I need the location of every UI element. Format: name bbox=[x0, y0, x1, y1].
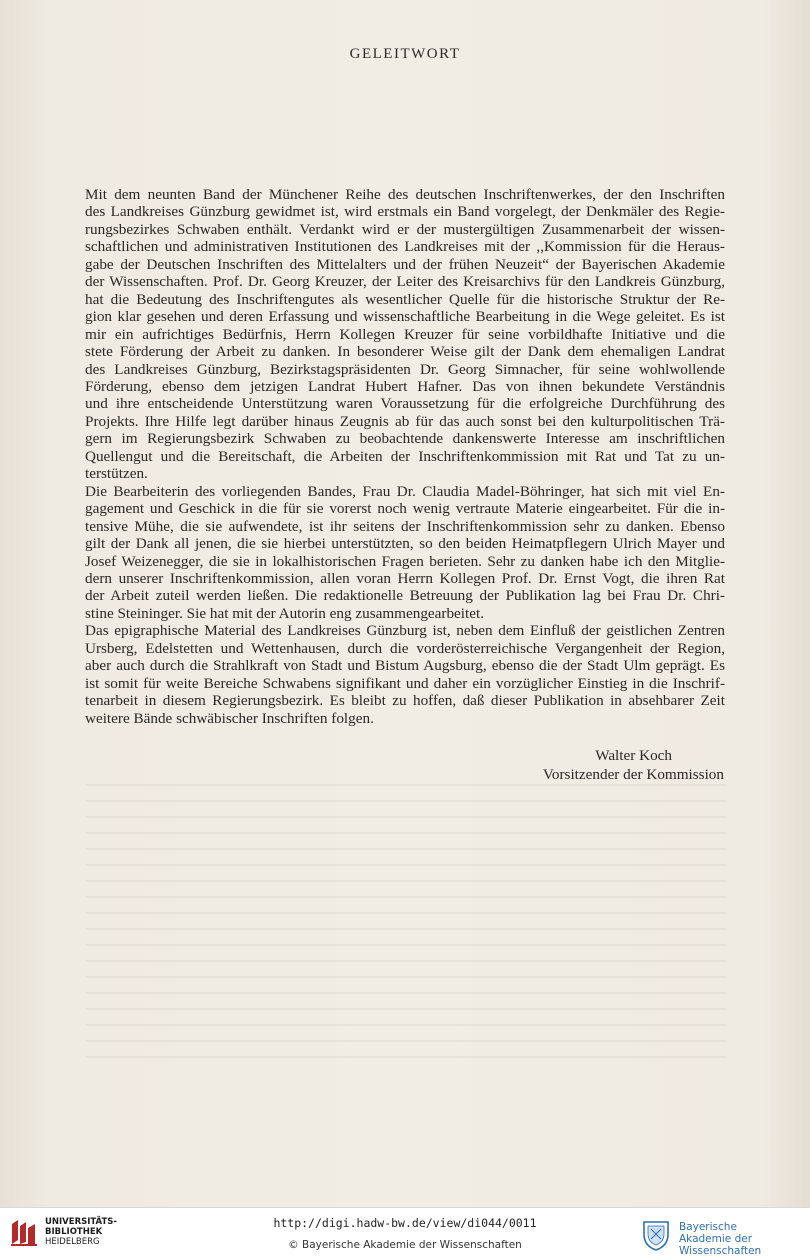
text-line: terstützen. bbox=[85, 465, 148, 483]
academy-crest-icon[interactable] bbox=[638, 1216, 674, 1252]
text-line: mir ein aufrichtiges Bedürfnis, Herrn Kollegen Kreuzer für seine vorbildhafte Initiative und die bbox=[85, 325, 725, 343]
text-line: stine Steininger. Sie hat mit der Autorin eng zusammengearbeitet. bbox=[85, 604, 484, 622]
text-line: tensive Mühe, die sie aufwendete, ist ihr seitens der Inschriftenkommission sehr zu danken. Ebenso bbox=[85, 517, 725, 535]
copyright-notice: © Bayerische Akademie der Wissenschaften bbox=[288, 1239, 522, 1251]
text-line: Projekts. Ihre Hilfe legt darüber hinaus Zeugnis ab für das auch sonst bei den kulturpolitischen Trä- bbox=[85, 412, 725, 430]
text-line: des Landkreises Günzburg, Bezirkstagspräsidenten Dr. Georg Simnacher, für seine wohlwollende bbox=[85, 360, 725, 378]
permalink-url[interactable]: http://digi.hadw-bw.de/view/di044/0011 bbox=[273, 1216, 537, 1230]
text-line: der Arbeit zuteil werden ließen. Die redaktionelle Betreuung der Publikation lag bei Frau Dr. Chri- bbox=[85, 587, 725, 605]
text-line: gern im Regierungsbezirk Schwaben zu beobachtende dankenswerte Interesse am inschriftlichen bbox=[85, 430, 725, 448]
text-line: des Landkreises Günzburg gewidmet ist, wird erstmals ein Band vorgelegt, der Denkmäler des Regie- bbox=[85, 203, 725, 221]
text-line: hat die Bedeutung des Inschriftengutes als wesentlicher Quelle für die historische Struktur der Re- bbox=[85, 290, 725, 308]
text-line: ist somit für weite Bereiche Schwabens signifikant und daher ein vorzüglicher Einstieg in die Inschrif- bbox=[85, 674, 725, 692]
academy-name[interactable] bbox=[679, 1221, 810, 1257]
text-line: Josef Weizenegger, die sie in lokalhistorischen Fragen berieten. Sehr zu danken habe ich den Mitglie- bbox=[85, 552, 725, 570]
show-through-text bbox=[86, 770, 726, 1100]
page-heading: GELEITWORT bbox=[349, 46, 461, 62]
viewer-footer bbox=[0, 1207, 810, 1259]
text-line: gabe der Deutschen Inschriften des Mittelalters und der frühen Neuzeit“ der Bayerischen Akademie bbox=[85, 255, 725, 273]
text-line: und ihre entscheidende Unterstützung waren Voraussetzung für die erfolgreiche Durchführung des bbox=[85, 395, 725, 413]
text-line: aber auch durch die Strahlkraft von Stadt und Bistum Augsburg, ebenso die der Stadt Ulm geprägt. Es bbox=[85, 657, 725, 675]
text-line: schaftlichen und administrativen Institutionen des Landkreises mit der ,,Kommission für die Heraus- bbox=[85, 238, 725, 256]
text-line: gilt der Dank all jenen, die sie hierbei unterstützten, so den beiden Heimatpflegern Ulrich Mayer und bbox=[85, 535, 725, 553]
signature-title: Vorsitzender der Kommission bbox=[542, 766, 724, 783]
text-line: Ursberg, Edelstetten und Wettenhausen, durch die vorderösterreichische Vergangenheit der Region, bbox=[85, 639, 725, 657]
text-line: Das epigraphische Material des Landkreises Günzburg ist, neben dem Einfluß der geistlichen Zentren bbox=[85, 622, 725, 640]
text-line: stete Förderung der Arbeit zu danken. In besonderer Weise gilt der Dank dem ehemaligen Landrat bbox=[85, 343, 725, 361]
text-line: gion klar gesehen und deren Erfassung und wissenschaftliche Bearbeitung in die Wege geleitet. Es ist bbox=[85, 308, 725, 326]
foreword-text bbox=[85, 186, 725, 727]
text-line: dern unserer Inschriftenkommission, allen voran Herrn Kollegen Prof. Dr. Ernst Vogt, die ihren Rat bbox=[85, 569, 725, 587]
signature-name: Walter Koch bbox=[595, 747, 672, 764]
library-name-line: HEIDELBERG bbox=[45, 1237, 100, 1247]
library-name-line: BIBLIOTHEK bbox=[45, 1227, 103, 1237]
academy-name-line: Bayerische bbox=[679, 1221, 737, 1233]
text-line: gagement und Geschick in die für sie vorerst noch wenig vertraute Materie eingearbeitet. Für die in- bbox=[85, 500, 725, 518]
text-line: weitere Bände schwäbischer Inschriften folgen. bbox=[85, 709, 374, 727]
text-line: rungsbezirkes Schwaben enthält. Verdankt wird er der mustergültigen Zusammenarbeit der wissen- bbox=[85, 220, 725, 238]
text-line: Quellengut und die Bereitschaft, die Arbeiten der Inschriftenkommission mit Rat und Tat zu un- bbox=[85, 447, 725, 465]
text-line: Förderung, ebenso dem jetzigen Landrat Hubert Hafner. Das von ihnen bekundete Verständnis bbox=[85, 377, 725, 395]
text-line: tenarbeit in diesem Regierungsbezirk. Es bleibt zu hoffen, daß dieser Publikation in absehbarer Zeit bbox=[85, 692, 725, 710]
library-name-line: UNIVERSITÄTS- bbox=[45, 1217, 117, 1227]
text-line: Mit dem neunten Band der Münchener Reihe des deutschen Inschriftenwerkes, der den Inschriften bbox=[85, 186, 725, 203]
text-line: Die Bearbeiterin des vorliegenden Bandes, Frau Dr. Claudia Madel-Böhringer, hat sich mit viel En- bbox=[85, 482, 725, 500]
signature-block bbox=[543, 746, 724, 784]
academy-name-line: Akademie der Wissenschaften bbox=[679, 1233, 762, 1257]
text-line: der Wissenschaften. Prof. Dr. Georg Kreuzer, der Leiter des Kreisarchivs für den Landkreis Günzburg, bbox=[85, 273, 725, 291]
